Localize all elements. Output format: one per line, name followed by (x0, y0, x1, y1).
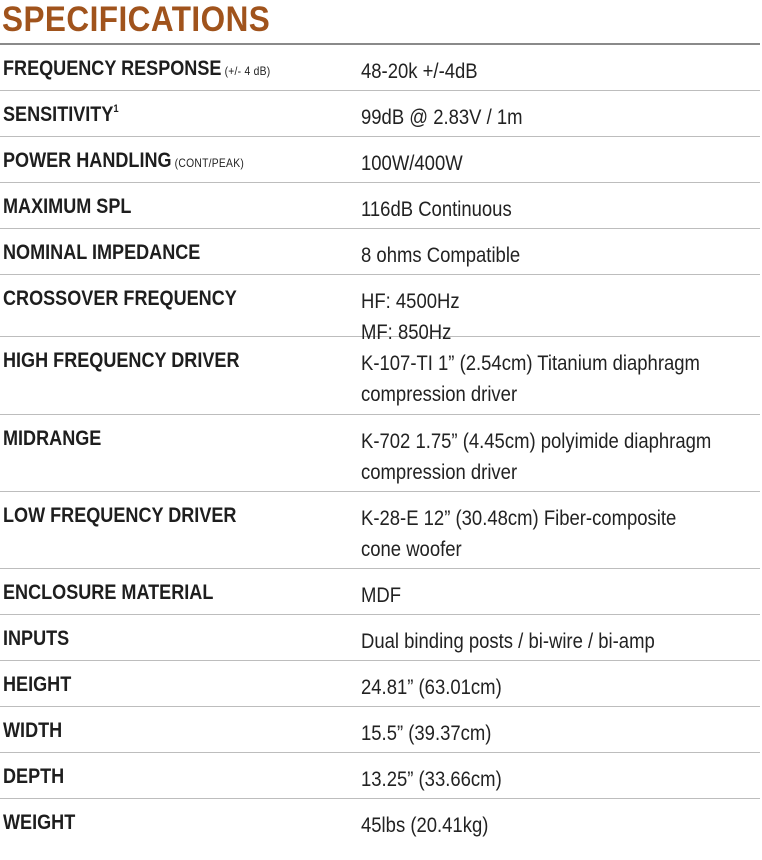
spec-label (3, 102, 119, 128)
spec-label-text: LOW FREQUENCY DRIVER (3, 504, 237, 527)
spec-label-text: POWER HANDLING (3, 149, 172, 172)
spec-label (3, 194, 131, 220)
spec-table (0, 45, 760, 845)
spec-row (0, 707, 760, 753)
spec-value-line: MF: 850Hz (361, 321, 452, 344)
spec-label-text: INPUTS (3, 627, 70, 650)
spec-value-line: HF: 4500Hz (361, 290, 460, 313)
spec-value-line: 48-20k +/-4dB (361, 60, 478, 83)
spec-label (3, 348, 239, 374)
spec-qualifier: (+/- 4 dB) (221, 64, 271, 78)
page-title: SPECIFICATIONS (2, 0, 271, 39)
spec-value (361, 56, 478, 87)
spec-label-text: MAXIMUM SPL (3, 195, 132, 218)
spec-value-line: compression driver (361, 461, 518, 484)
spec-value (361, 810, 488, 841)
spec-value-line: K-28-E 12” (30.48cm) Fiber-composite (361, 507, 677, 530)
spec-value-line: K-107-TI 1” (2.54cm) Titanium diaphragm (361, 352, 700, 375)
spec-value (361, 718, 491, 749)
spec-row (0, 229, 760, 275)
spec-value (361, 348, 700, 410)
spec-value-line: 13.25” (33.66cm) (361, 768, 502, 791)
spec-value-line: cone woofer (361, 538, 462, 561)
spec-value (361, 102, 523, 133)
spec-row (0, 569, 760, 615)
spec-row (0, 661, 760, 707)
spec-label-text: HIGH FREQUENCY DRIVER (3, 349, 240, 372)
spec-value-line: 116dB Continuous (361, 198, 512, 221)
spec-label-text: WIDTH (3, 719, 63, 742)
spec-qualifier: (CONT/PEAK) (171, 156, 245, 170)
spec-value-line: compression driver (361, 383, 518, 406)
spec-value (361, 240, 520, 271)
spec-value-line: MDF (361, 584, 402, 607)
spec-label-text: MIDRANGE (3, 427, 102, 450)
spec-value-line: 15.5” (39.37cm) (361, 722, 492, 745)
spec-row (0, 183, 760, 229)
spec-value (361, 426, 711, 488)
spec-value (361, 503, 676, 565)
spec-label-text: CROSSOVER FREQUENCY (3, 287, 237, 310)
spec-value (361, 580, 401, 611)
spec-label (3, 718, 62, 744)
spec-label (3, 426, 101, 452)
spec-value (361, 764, 502, 795)
spec-value-line: K-702 1.75” (4.45cm) polyimide diaphragm (361, 430, 712, 453)
spec-label (3, 672, 71, 698)
spec-row (0, 275, 760, 344)
spec-value-line: 100W/400W (361, 152, 463, 175)
spec-value (361, 672, 502, 703)
spec-value-line: 24.81” (63.01cm) (361, 676, 502, 699)
spec-label (3, 286, 237, 312)
spec-row (0, 492, 760, 569)
spec-label-text: NOMINAL IMPEDANCE (3, 241, 201, 264)
spec-label (3, 503, 236, 529)
spec-value (361, 194, 512, 225)
spec-row (0, 91, 760, 137)
spec-row (0, 753, 760, 799)
spec-label (3, 56, 270, 84)
spec-label (3, 240, 200, 266)
spec-value (361, 626, 655, 657)
spec-value (361, 148, 463, 179)
spec-row (0, 137, 760, 183)
spec-value-line: 45lbs (20.41kg) (361, 814, 489, 837)
spec-label (3, 764, 64, 790)
spec-label-text: HEIGHT (3, 673, 72, 696)
spec-label (3, 148, 244, 176)
spec-label-text: WEIGHT (3, 811, 76, 834)
spec-value-line: Dual binding posts / bi-wire / bi-amp (361, 630, 655, 653)
spec-value-line: 99dB @ 2.83V / 1m (361, 106, 523, 129)
spec-label-text: ENCLOSURE MATERIAL (3, 581, 214, 604)
spec-label (3, 626, 69, 652)
spec-row (0, 337, 760, 415)
spec-label (3, 580, 213, 606)
spec-value-line: 8 ohms Compatible (361, 244, 521, 267)
spec-label-text: FREQUENCY RESPONSE (3, 57, 222, 80)
spec-row (0, 615, 760, 661)
spec-row (0, 799, 760, 845)
spec-row (0, 415, 760, 492)
spec-row (0, 45, 760, 91)
spec-label-text: DEPTH (3, 765, 65, 788)
spec-label-text: SENSITIVITY (3, 103, 114, 126)
spec-label (3, 810, 75, 836)
footnote-marker: 1 (113, 103, 119, 115)
